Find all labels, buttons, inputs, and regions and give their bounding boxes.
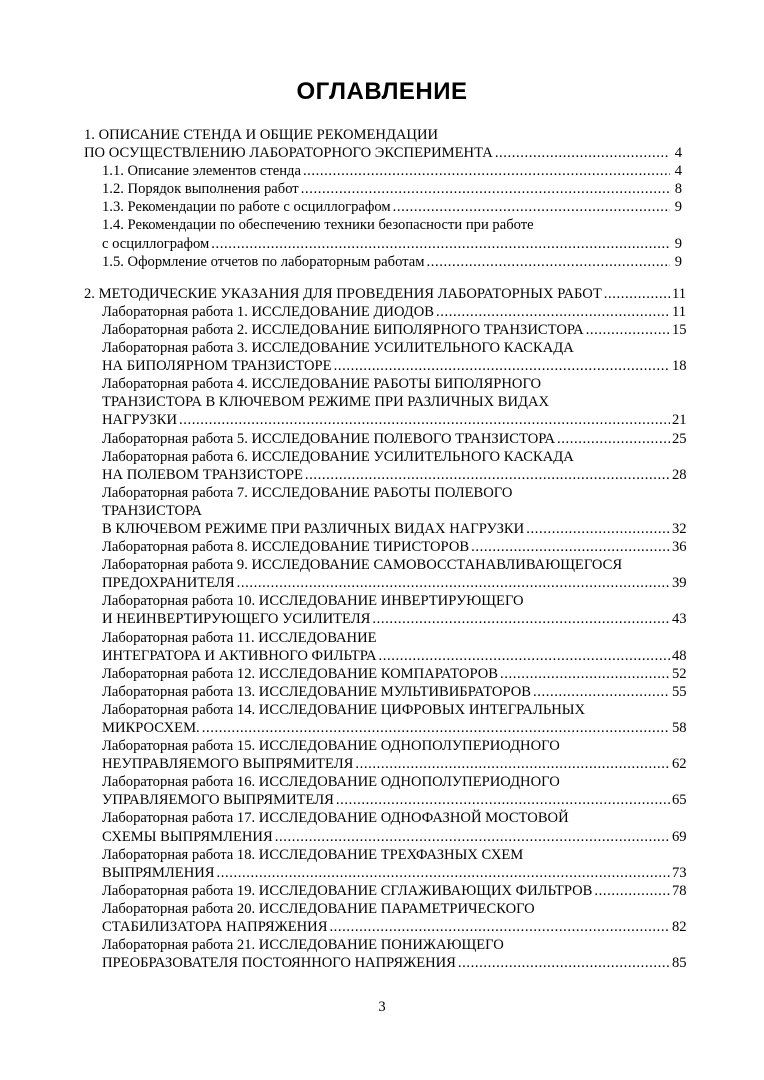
toc-entry-title: МИКРОСХЕМ. xyxy=(102,720,200,736)
toc-page-number: 82 xyxy=(672,919,687,936)
toc-heading-line xyxy=(84,900,682,918)
toc-entry-title: Лабораторная работа 13. ИССЛЕДОВАНИЕ МУЛЬТИВИБРАТОРОВ xyxy=(102,683,532,700)
table-of-contents xyxy=(84,126,687,972)
toc-entry-title: СХЕМЫ ВЫПРЯМЛЕНИЯ xyxy=(102,828,273,845)
dot-leader xyxy=(436,303,670,321)
toc-heading-line xyxy=(84,339,682,357)
toc-line-text: ТРАНЗИСТОРА xyxy=(102,502,202,519)
dot-leader xyxy=(426,253,670,271)
dot-leader xyxy=(393,198,670,216)
toc-page-number: 39 xyxy=(672,575,687,592)
toc-entry[interactable] xyxy=(84,285,687,303)
dot-leader xyxy=(355,755,670,773)
toc-entry-title: 1.3. Рекомендации по работе с осциллографом xyxy=(102,199,391,216)
dot-leader xyxy=(594,882,670,900)
toc-entry[interactable] xyxy=(84,303,687,321)
toc-page-number: 8 xyxy=(674,181,682,198)
toc-heading-line xyxy=(84,216,682,234)
toc-page-number: 9 xyxy=(674,199,682,216)
toc-line-text: Лабораторная работа 21. ИССЛЕДОВАНИЕ ПОНИЖАЮЩЕГО xyxy=(102,937,504,954)
dot-leader xyxy=(336,791,670,809)
toc-page-number: 78 xyxy=(672,882,687,899)
toc-entry-title: НАГРУЗКИ xyxy=(102,412,177,429)
toc-entry[interactable] xyxy=(84,791,687,809)
toc-heading-line xyxy=(84,809,682,827)
dot-leader xyxy=(557,430,670,448)
toc-heading-line xyxy=(84,592,682,610)
toc-entry[interactable] xyxy=(84,828,687,846)
dot-leader xyxy=(237,574,670,592)
dot-leader xyxy=(329,918,670,936)
toc-page-number: 55 xyxy=(672,683,687,700)
toc-heading-line xyxy=(84,846,682,864)
toc-page-number: 11 xyxy=(672,285,687,302)
toc-line-text: Лабораторная работа 6. ИССЛЕДОВАНИЕ УСИЛИТЕЛЬНОГО КАСКАДА xyxy=(102,448,574,465)
toc-line-text: Лабораторная работа 4. ИССЛЕДОВАНИЕ РАБОТЫ БИПОЛЯРНОГО xyxy=(102,376,542,393)
dot-leader xyxy=(217,864,670,882)
toc-page-number: 4 xyxy=(674,145,682,162)
toc-entry-title: ПО ОСУЩЕСТВЛЕНИЮ ЛАБОРАТОРНОГО ЭКСПЕРИМЕНТА xyxy=(84,145,493,162)
toc-page-number: 85 xyxy=(672,955,687,972)
toc-entry[interactable] xyxy=(84,466,687,484)
toc-page-number: 69 xyxy=(672,828,687,845)
dot-leader xyxy=(586,321,670,339)
dot-leader xyxy=(378,647,670,665)
dot-leader xyxy=(533,683,670,701)
dot-leader xyxy=(500,665,670,683)
toc-line-text: Лабораторная работа 14. ИССЛЕДОВАНИЕ ЦИФРОВЫХ ИНТЕГРАЛЬНЫХ xyxy=(102,701,586,718)
toc-line-text: Лабораторная работа 18. ИССЛЕДОВАНИЕ ТРЕХФАЗНЫХ СХЕМ xyxy=(102,846,524,863)
dot-leader xyxy=(305,466,670,484)
toc-entry-title: И НЕИНВЕРТИРУЮЩЕГО УСИЛИТЕЛЯ xyxy=(102,611,371,628)
dot-leader xyxy=(211,235,670,253)
toc-entry[interactable] xyxy=(84,253,682,271)
toc-line-text: Лабораторная работа 15. ИССЛЕДОВАНИЕ ОДНОПОЛУПЕРИОДНОГО xyxy=(102,738,560,755)
toc-entry[interactable] xyxy=(84,574,687,592)
dot-leader xyxy=(526,520,670,538)
toc-page-number: 36 xyxy=(672,539,687,556)
toc-entry[interactable] xyxy=(84,144,682,162)
toc-page-number: 25 xyxy=(672,430,687,447)
toc-entry-title: с осциллографом xyxy=(102,235,210,252)
toc-entry-title: ПРЕОБРАЗОВАТЕЛЯ ПОСТОЯННОГО НАПРЯЖЕНИЯ xyxy=(102,955,456,972)
dot-leader xyxy=(179,411,670,429)
toc-entry-title: Лабораторная работа 8. ИССЛЕДОВАНИЕ ТИРИСТОРОВ xyxy=(102,539,470,556)
toc-line-text: Лабораторная работа 10. ИССЛЕДОВАНИЕ ИНВЕРТИРУЮЩЕГО xyxy=(102,593,524,610)
toc-heading-line xyxy=(84,126,682,144)
toc-page-number: 11 xyxy=(672,303,687,320)
toc-page-number: 4 xyxy=(674,163,682,180)
toc-entry-title: В КЛЮЧЕВОМ РЕЖИМЕ ПРИ РАЗЛИЧНЫХ ВИДАХ НАГРУЗКИ xyxy=(102,520,525,537)
toc-line-text: Лабораторная работа 16. ИССЛЕДОВАНИЕ ОДНОПОЛУПЕРИОДНОГО xyxy=(102,774,560,791)
toc-heading-line xyxy=(84,484,682,502)
toc-entry[interactable] xyxy=(84,864,687,882)
toc-entry[interactable] xyxy=(84,882,687,900)
toc-entry-title: 1.1. Описание элементов стенда xyxy=(102,163,301,180)
toc-line-text: 1.4. Рекомендации по обеспечению техники безопасности при работе xyxy=(102,217,534,234)
toc-heading-line xyxy=(84,448,682,466)
dot-leader xyxy=(275,828,670,846)
dot-leader xyxy=(301,180,670,198)
toc-line-text: Лабораторная работа 17. ИССЛЕДОВАНИЕ ОДНОФАЗНОЙ МОСТОВОЙ xyxy=(102,810,569,827)
toc-heading-line xyxy=(84,737,682,755)
toc-entry-title: УПРАВЛЯЕМОГО ВЫПРЯМИТЕЛЯ xyxy=(102,792,334,809)
toc-page-number: 9 xyxy=(674,253,682,270)
toc-line-text: Лабораторная работа 9. ИССЛЕДОВАНИЕ САМОВОССТАНАВЛИВАЮЩЕГОСЯ xyxy=(102,557,623,574)
toc-entry[interactable] xyxy=(84,357,687,375)
toc-line-text: 1. ОПИСАНИЕ СТЕНДА И ОБЩИЕ РЕКОМЕНДАЦИИ xyxy=(84,127,439,143)
toc-entry[interactable] xyxy=(84,538,687,556)
toc-entry-title: Лабораторная работа 12. ИССЛЕДОВАНИЕ КОМПАРАТОРОВ xyxy=(102,665,499,682)
toc-entry[interactable] xyxy=(84,647,687,665)
toc-entry-title: НЕУПРАВЛЯЕМОГО ВЫПРЯМИТЕЛЯ xyxy=(102,756,354,773)
toc-page-number: 15 xyxy=(672,321,687,338)
toc-entry[interactable] xyxy=(84,719,687,737)
toc-entry-title: 2. МЕТОДИЧЕСКИЕ УКАЗАНИЯ ДЛЯ ПРОВЕДЕНИЯ ЛАБОРАТОРНЫХ РАБОТ xyxy=(84,285,602,302)
toc-page-number: 21 xyxy=(672,412,687,429)
toc-entry[interactable] xyxy=(84,755,687,773)
toc-entry[interactable] xyxy=(84,954,687,972)
toc-heading-line xyxy=(84,393,682,411)
toc-page-number: 52 xyxy=(672,665,687,682)
toc-entry[interactable] xyxy=(84,411,687,429)
toc-entry[interactable] xyxy=(84,162,682,180)
toc-entry[interactable] xyxy=(84,430,687,448)
toc-page-number: 28 xyxy=(672,466,687,483)
dot-leader xyxy=(202,719,670,737)
toc-entry[interactable] xyxy=(84,520,687,538)
toc-entry[interactable] xyxy=(84,321,687,339)
toc-line-text: Лабораторная работа 7. ИССЛЕДОВАНИЕ РАБОТЫ ПОЛЕВОГО xyxy=(102,484,513,501)
dot-leader xyxy=(471,538,670,556)
toc-heading-line xyxy=(84,773,682,791)
toc-heading-line xyxy=(84,936,682,954)
toc-entry-title: 1.5. Оформление отчетов по лабораторным работам xyxy=(102,253,425,270)
toc-entry-title: НА ПОЛЕВОМ ТРАНЗИСТОРЕ xyxy=(102,466,303,483)
dot-leader xyxy=(495,144,670,162)
toc-line-text: ТРАНЗИСТОРА В КЛЮЧЕВОМ РЕЖИМЕ ПРИ РАЗЛИЧНЫХ ВИДАХ xyxy=(102,394,550,411)
toc-page-number: 48 xyxy=(672,647,687,664)
dot-leader xyxy=(334,357,670,375)
toc-entry-title: Лабораторная работа 19. ИССЛЕДОВАНИЕ СГЛАЖИВАЮЩИХ ФИЛЬТРОВ xyxy=(102,882,593,899)
toc-page-number: 62 xyxy=(672,756,687,773)
toc-heading-line xyxy=(84,701,682,719)
toc-page-number: 18 xyxy=(672,358,687,375)
toc-heading-line xyxy=(84,629,682,647)
toc-entry[interactable] xyxy=(84,610,687,628)
toc-entry[interactable] xyxy=(84,683,687,701)
dot-leader xyxy=(303,162,670,180)
page-number: 3 xyxy=(378,999,386,1015)
toc-entry-title: ИНТЕГРАТОРА И АКТИВНОГО ФИЛЬТРА xyxy=(102,647,377,664)
toc-heading-line xyxy=(84,375,682,393)
toc-page-number: 43 xyxy=(672,611,687,628)
toc-line-text: Лабораторная работа 3. ИССЛЕДОВАНИЕ УСИЛИТЕЛЬНОГО КАСКАДА xyxy=(102,340,574,357)
toc-entry-title: НА БИПОЛЯРНОМ ТРАНЗИСТОРЕ xyxy=(102,358,332,375)
toc-page-number: 65 xyxy=(672,792,687,809)
toc-line-text: Лабораторная работа 20. ИССЛЕДОВАНИЕ ПАРАМЕТРИЧЕСКОГО xyxy=(102,900,535,917)
toc-page-number: 32 xyxy=(672,520,687,537)
toc-entry-title: Лабораторная работа 5. ИССЛЕДОВАНИЕ ПОЛЕВОГО ТРАНЗИСТОРА xyxy=(102,430,556,447)
toc-page-number: 58 xyxy=(672,720,687,736)
dot-leader xyxy=(604,285,670,303)
toc-entry-title: ПРЕДОХРАНИТЕЛЯ xyxy=(102,575,235,592)
toc-entry[interactable] xyxy=(84,235,682,253)
toc-entry-title: Лабораторная работа 2. ИССЛЕДОВАНИЕ БИПОЛЯРНОГО ТРАНЗИСТОРА xyxy=(102,321,584,338)
toc-heading-line xyxy=(84,502,682,520)
toc-entry[interactable] xyxy=(84,665,687,683)
toc-line-text: Лабораторная работа 11. ИССЛЕДОВАНИЕ xyxy=(102,629,377,646)
toc-entry[interactable] xyxy=(84,180,682,198)
toc-heading-line xyxy=(84,556,682,574)
toc-entry[interactable] xyxy=(84,198,682,216)
toc-entry-title: ВЫПРЯМЛЕНИЯ xyxy=(102,864,215,881)
toc-page-number: 9 xyxy=(674,235,682,252)
toc-entry-title: СТАБИЛИЗАТОРА НАПРЯЖЕНИЯ xyxy=(102,919,328,936)
toc-page-number: 73 xyxy=(672,864,687,881)
toc-entry-title: Лабораторная работа 1. ИССЛЕДОВАНИЕ ДИОДОВ xyxy=(102,303,434,320)
toc-entry-title: 1.2. Порядок выполнения работ xyxy=(102,181,299,198)
section-gap xyxy=(84,271,682,285)
toc-entry[interactable] xyxy=(84,918,687,936)
dot-leader xyxy=(372,610,670,628)
dot-leader xyxy=(458,954,670,972)
page-title: ОГЛАВЛЕНИЕ xyxy=(296,78,468,105)
